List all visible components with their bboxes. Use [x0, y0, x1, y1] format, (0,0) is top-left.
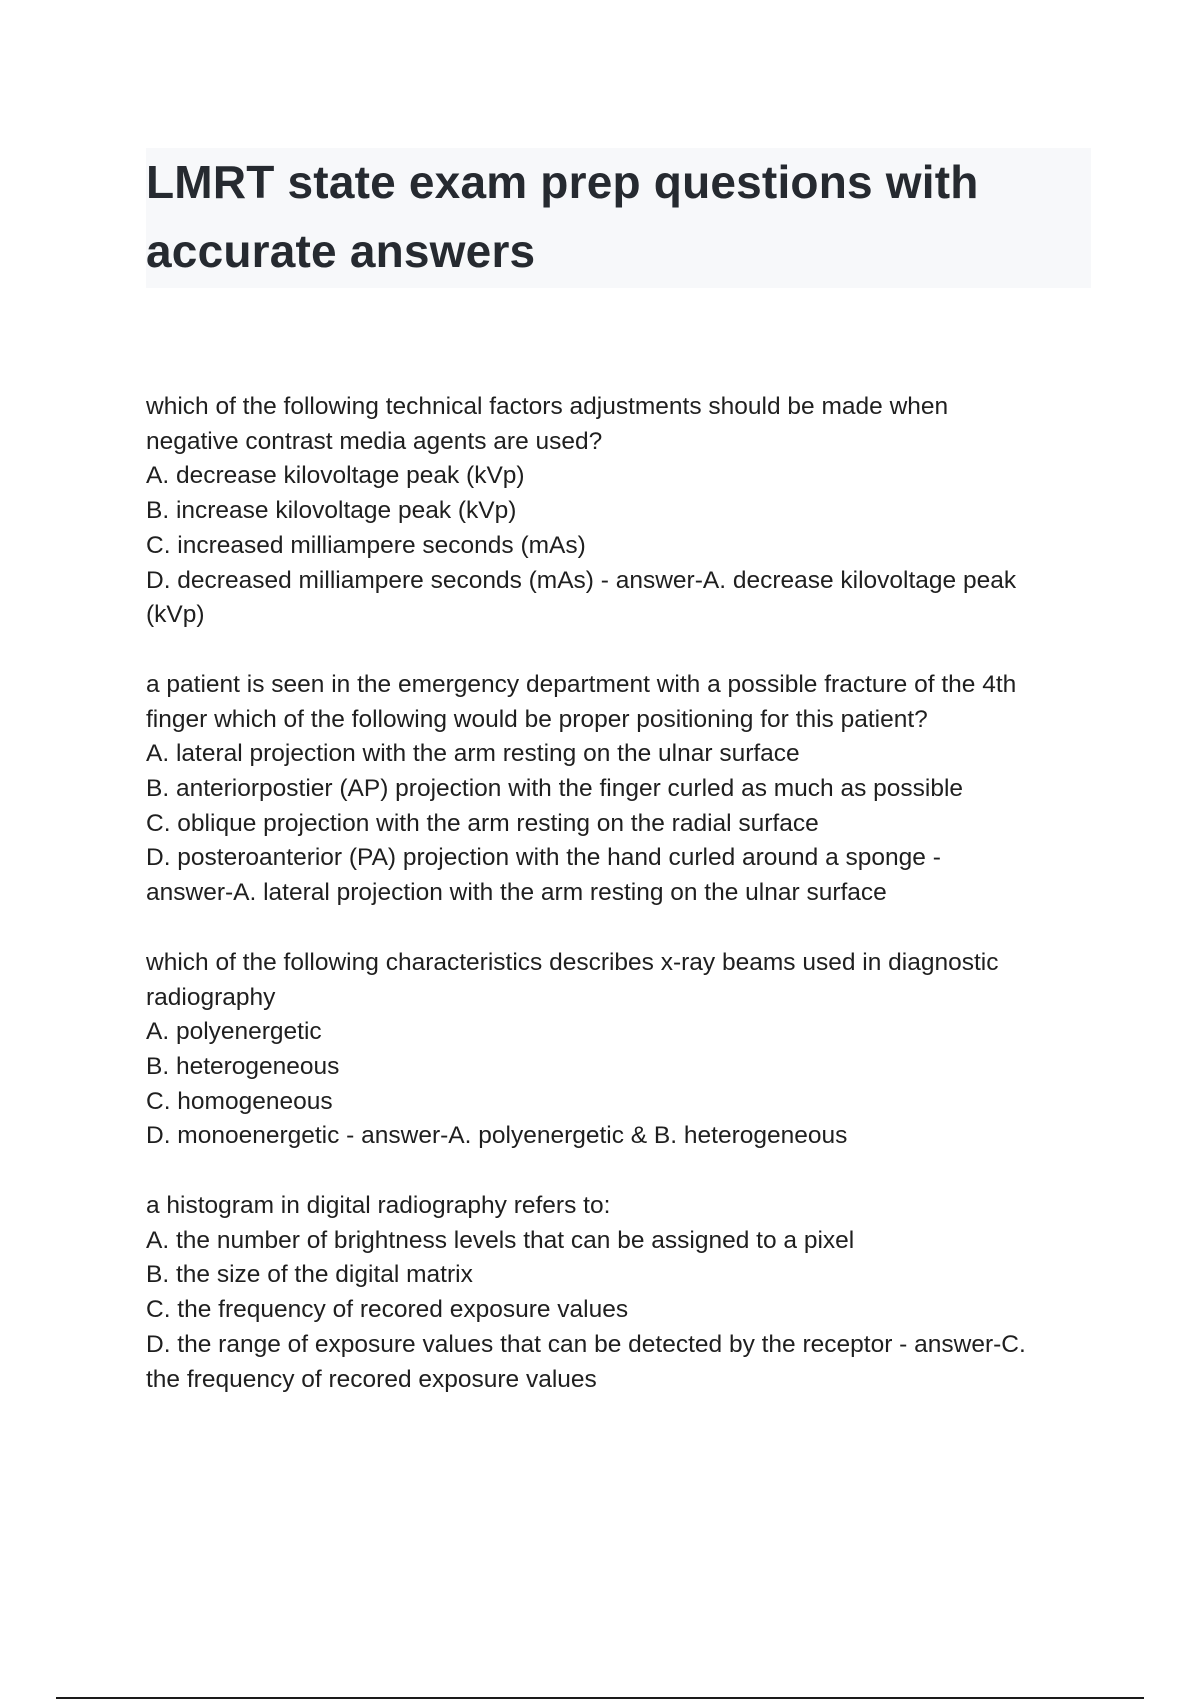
- answer-option: A. polyenergetic: [146, 1018, 322, 1046]
- answer-option: A. decrease kilovoltage peak (kVp): [146, 462, 525, 490]
- question-text: a histogram in digital radiography refers to:: [146, 1192, 611, 1220]
- question-text: a patient is seen in the emergency department with a possible fracture of the 4th: [146, 670, 1017, 698]
- question-text: which of the following technical factors adjustments should be made when: [146, 393, 949, 420]
- answer-option: B. the size of the digital matrix: [146, 1261, 473, 1289]
- page-bottom-divider: [56, 1697, 1144, 1699]
- answer-option: A. the number of brightness levels that can be assigned to a pixel: [146, 1226, 855, 1254]
- question-block: [146, 1189, 1096, 1397]
- question-text: radiography: [146, 983, 276, 1011]
- questions-list: [146, 390, 1096, 1432]
- answer-option: C. increased milliampere seconds (mAs): [146, 531, 586, 559]
- answer-option: D. monoenergetic - answer-A. polyenergetic & B. heterogeneous: [146, 1122, 848, 1150]
- answer-option: C. homogeneous: [146, 1087, 333, 1115]
- question-block: [146, 946, 1096, 1154]
- question-text: which of the following characteristics describes x-ray beams used in diagnostic: [146, 948, 999, 976]
- title-block: [146, 148, 1091, 288]
- answer-option: D. the range of exposure values that can be detected by the receptor - answer-C.: [146, 1330, 1026, 1358]
- answer-text: (kVp): [146, 601, 205, 629]
- answer-option: D. decreased milliampere seconds (mAs) - answer-A. decrease kilovoltage peak: [146, 566, 1017, 594]
- question-text: negative contrast media agents are used?: [146, 427, 603, 455]
- question-text: finger which of the following would be proper positioning for this patient?: [146, 705, 928, 733]
- answer-text: answer-A. lateral projection with the arm resting on the ulnar surface: [146, 879, 887, 907]
- question-block: [146, 668, 1096, 911]
- answer-option: C. oblique projection with the arm resting on the radial surface: [146, 809, 819, 837]
- answer-option: C. the frequency of recored exposure values: [146, 1296, 629, 1324]
- answer-option: A. lateral projection with the arm resting on the ulnar surface: [146, 740, 800, 768]
- answer-text: the frequency of recored exposure values: [146, 1365, 597, 1393]
- document-title: LMRT state exam prep questions with accurate answers: [146, 156, 979, 277]
- answer-option: D. posteroanterior (PA) projection with the hand curled around a sponge -: [146, 844, 941, 872]
- answer-option: B. heterogeneous: [146, 1052, 340, 1080]
- answer-option: B. anteriorpostier (AP) projection with the finger curled as much as possible: [146, 775, 964, 803]
- answer-option: B. increase kilovoltage peak (kVp): [146, 497, 517, 525]
- question-block: [146, 390, 1096, 633]
